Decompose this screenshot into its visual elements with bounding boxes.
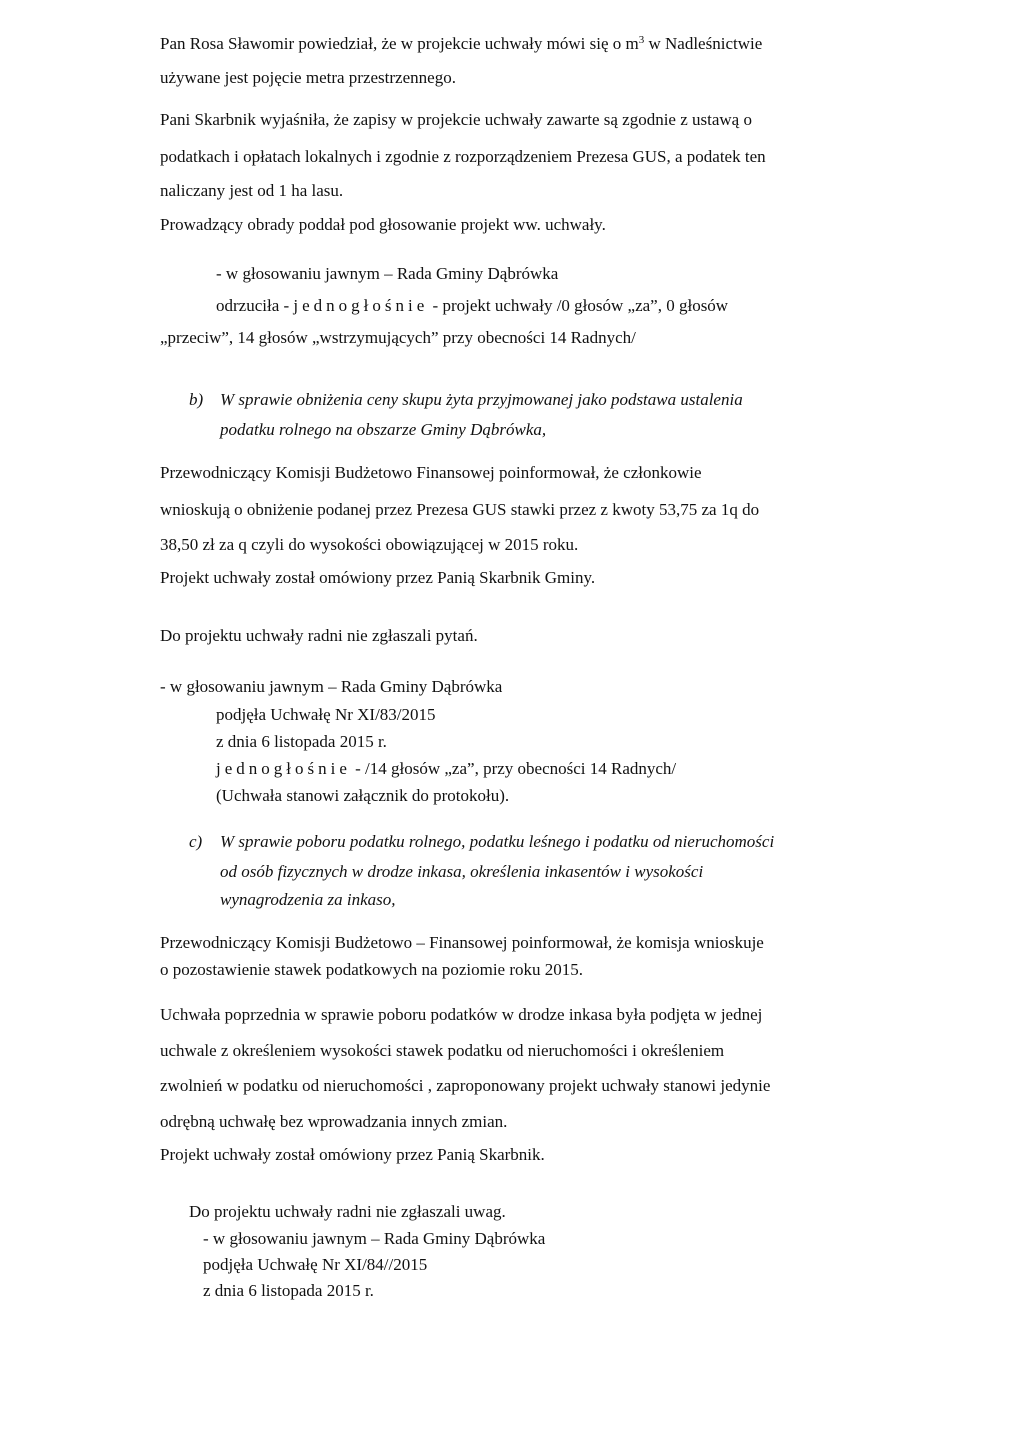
text-line: podjęła Uchwałę Nr XI/84//2015 [203, 1255, 428, 1274]
text-line: Uchwała poprzednia w sprawie poboru podatków w drodze inkasa była podjęta w jednej [160, 1005, 763, 1024]
text-line: odrębną uchwałę bez wprowadzania innych zmian. [160, 1112, 508, 1131]
section-heading: podatku rolnego na obszarze Gminy Dąbrówka, [220, 420, 547, 439]
superscript: 3 [638, 34, 645, 46]
list-marker: c) [189, 832, 203, 851]
section-heading: W sprawie poboru podatku rolnego, podatku leśnego i podatku od nieruchomości [220, 832, 775, 851]
section-heading: od osób fizycznych w drodze inkasa, określenia inkasentów i wysokości [220, 862, 704, 881]
section-heading: wynagrodzenia za inkaso, [220, 890, 396, 909]
text-line: naliczany jest od 1 ha lasu. [160, 181, 344, 200]
text-line: Projekt uchwały został omówiony przez Panią Skarbnik. [160, 1145, 545, 1164]
text-line: - w głosowaniu jawnym – Rada Gminy Dąbrówka [203, 1229, 546, 1248]
text-line: o pozostawienie stawek podatkowych na poziomie roku 2015. [160, 960, 584, 979]
text-line: - w głosowaniu jawnym – Rada Gminy Dąbrówka [160, 677, 503, 696]
text-line: Przewodniczący Komisji Budżetowo – Finansowej poinformował, że komisja wnioskuje [160, 933, 764, 952]
list-marker: b) [189, 390, 204, 409]
text-segment: odrzuciła - [216, 296, 290, 315]
text-segment: - /14 głosów „za”, przy obecności 14 Radnych/ [355, 759, 677, 778]
text-line: Projekt uchwały został omówiony przez Panią Skarbnik Gminy. [160, 568, 596, 587]
text-line: - w głosowaniu jawnym – Rada Gminy Dąbrówka [216, 264, 559, 283]
section-heading: W sprawie obniżenia ceny skupu żyta przyjmowanej jako podstawa ustalenia [220, 390, 743, 409]
text-line [216, 296, 728, 316]
text-line [216, 759, 676, 779]
text-line: Do projektu uchwały radni nie zgłaszali pytań. [160, 626, 478, 645]
text-segment: w Nadleśnictwie [644, 34, 763, 53]
text-line [160, 34, 762, 54]
text-line: 38,50 zł za q czyli do wysokości obowiązującej w 2015 roku. [160, 535, 579, 554]
text-line: używane jest pojęcie metra przestrzennego. [160, 68, 456, 87]
text-line: Prowadzący obrady poddał pod głosowanie projekt ww. uchwały. [160, 215, 606, 234]
text-segment: - projekt uchwały /0 głosów „za”, 0 głosów [432, 296, 729, 315]
text-line: Pani Skarbnik wyjaśniła, że zapisy w projekcie uchwały zawarte są zgodnie z ustawą o [160, 110, 752, 129]
text-line: podjęła Uchwałę Nr XI/83/2015 [216, 705, 436, 724]
text-line: uchwale z określeniem wysokości stawek podatku od nieruchomości i określeniem [160, 1041, 725, 1060]
text-line: „przeciw”, 14 głosów „wstrzymujących” przy obecności 14 Radnych/ [160, 328, 636, 347]
text-line: z dnia 6 listopada 2015 r. [203, 1281, 374, 1300]
text-line: wnioskują o obniżenie podanej przez Prezesa GUS stawki przez z kwoty 53,75 za 1q do [160, 500, 760, 519]
text-line: zwolnień w podatku od nieruchomości , zaproponowany projekt uchwały stanowi jedynie [160, 1076, 771, 1095]
spaced-text: jednogłośnie [293, 296, 429, 315]
text-line: Do projektu uchwały radni nie zgłaszali uwag. [189, 1202, 506, 1221]
text-segment: Pan Rosa Sławomir powiedział, że w projekcie uchwały mówi się o m [160, 34, 639, 53]
text-line: z dnia 6 listopada 2015 r. [216, 732, 387, 751]
spaced-text: jednogłośnie [216, 759, 351, 778]
text-line: Przewodniczący Komisji Budżetowo Finansowej poinformował, że członkowie [160, 463, 702, 482]
text-line: (Uchwała stanowi załącznik do protokołu). [216, 786, 510, 805]
text-line: podatkach i opłatach lokalnych i zgodnie z rozporządzeniem Prezesa GUS, a podatek ten [160, 147, 766, 166]
